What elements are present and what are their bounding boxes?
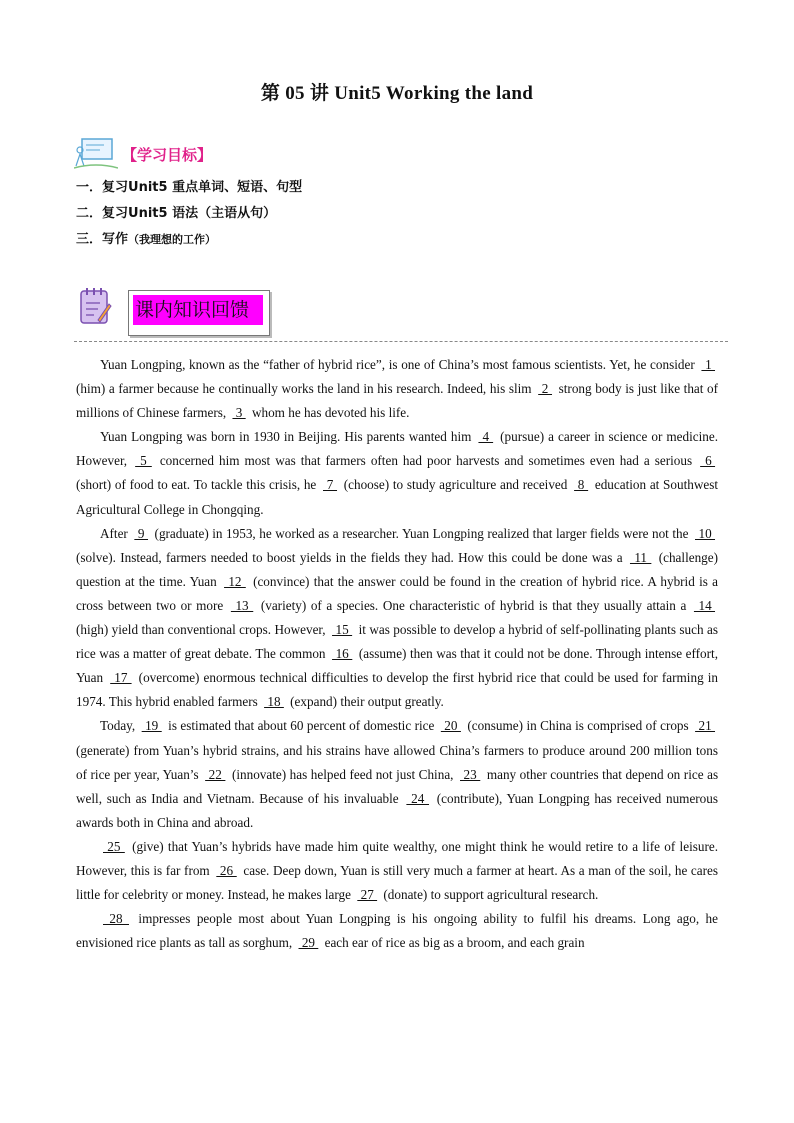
objectives-list bbox=[76, 178, 302, 256]
passage-text: (generate) from Yuan’s hybrid strains, and his strains have allowed China’s farmers to produce around 200 million tons of rice per year, Yuan’s bbox=[76, 742, 718, 782]
blank[interactable]: 16 bbox=[332, 646, 353, 662]
passage-text: strong body is just like that of millions of Chinese farmers, bbox=[76, 381, 719, 421]
blank[interactable]: 7 bbox=[323, 477, 338, 493]
blank[interactable]: 25 bbox=[103, 838, 125, 854]
passage-text: it was possible to develop a hybrid of self-pollinating plants such as rice was a matter of great debate. The common bbox=[76, 622, 719, 662]
blank[interactable]: 10 bbox=[695, 525, 716, 541]
paragraph bbox=[76, 714, 718, 834]
passage-text: (convince) that the answer could be found in the creation of hybrid rice. A hybrid is a cross between two or more bbox=[76, 573, 719, 613]
blank[interactable]: 17 bbox=[110, 670, 132, 686]
paragraph bbox=[76, 522, 718, 715]
blank[interactable]: 24 bbox=[406, 790, 430, 806]
passage-text: (overcome) enormous technical difficulties to develop the first hybrid rice that could be used for farming in 1974. This hybrid enabled farmers bbox=[76, 670, 719, 710]
objective-note: （我理想的工作） bbox=[128, 233, 217, 246]
blank[interactable]: 15 bbox=[332, 622, 353, 638]
objective-number: 二． bbox=[76, 206, 103, 221]
passage-text: (graduate) in 1953, he worked as a researcher. Yuan Longping realized that larger fields were not the bbox=[154, 525, 689, 541]
objective-item bbox=[76, 178, 302, 204]
paragraph bbox=[76, 353, 718, 425]
objective-text: 复习Unit5 重点单词、短语、句型 bbox=[102, 180, 303, 195]
blank[interactable]: 21 bbox=[695, 718, 716, 734]
passage-text: case. Deep down, Yuan is still very much a farmer at heart. As a man of the soil, he cares little for celebrity or money. Instead, he makes large bbox=[76, 862, 719, 903]
passage-text: education at Southwest Agricultural College in Chongqing. bbox=[76, 477, 719, 517]
objectives-label: 【学习目标】 bbox=[122, 146, 213, 164]
objective-number: 三． bbox=[76, 232, 103, 247]
divider bbox=[74, 341, 728, 342]
passage-text: (consume) in China is comprised of crops bbox=[467, 718, 689, 734]
blank[interactable]: 5 bbox=[135, 453, 152, 469]
passage-text: impresses people most about Yuan Longping is his ongoing ability to fulfil his dreams. Long ago, he envisioned rice plants as tall as sorghum, bbox=[76, 911, 719, 951]
passage-text: (give) that Yuan’s hybrids have made him quite wealthy, one might think he would retire to a life of leisure. However, this is far from bbox=[76, 838, 719, 878]
objective-text: 复习Unit5 语法（主语从句） bbox=[102, 206, 277, 221]
passage-text: (choose) to study agriculture and received bbox=[343, 477, 568, 493]
passage-text: (pursue) a career in science or medicine. However, bbox=[76, 429, 718, 469]
passage-text: After bbox=[100, 525, 128, 541]
passage-text: is estimated that about 60 percent of domestic rice bbox=[168, 718, 435, 734]
passage-text: (challenge) question at the time. Yuan bbox=[76, 549, 719, 589]
objective-number: 一． bbox=[76, 180, 103, 195]
blank[interactable]: 19 bbox=[141, 718, 162, 734]
blank[interactable]: 23 bbox=[460, 766, 481, 782]
passage-text: (innovate) has helped feed not just China, bbox=[231, 766, 454, 782]
blank[interactable]: 22 bbox=[205, 766, 226, 782]
passage-text: whom he has devoted his life. bbox=[251, 405, 410, 421]
blank[interactable]: 4 bbox=[478, 429, 494, 445]
blank[interactable]: 29 bbox=[298, 935, 319, 951]
passage-text: Today, bbox=[100, 718, 136, 734]
passage-text: (contribute), Yuan Longping has received numerous awards both in China and abroad. bbox=[76, 790, 719, 830]
passage-text: many other countries that depend on rice as well, such as India and Vietnam. Because of his invaluable bbox=[76, 766, 719, 806]
blank[interactable]: 12 bbox=[224, 573, 246, 589]
section-title: 课内知识回馈 bbox=[133, 295, 263, 325]
passage-text: Yuan Longping, known as the “father of hybrid rice”, is one of China’s most famous scientists. Yet, he consider bbox=[100, 357, 695, 372]
passage-text: (solve). Instead, farmers needed to boost yields in the fields they had. How this could be done was a bbox=[76, 549, 623, 565]
passage-text: (short) of food to eat. To tackle this crisis, he bbox=[76, 477, 317, 493]
cloze-passage bbox=[76, 353, 718, 955]
paragraph bbox=[76, 425, 718, 521]
blank[interactable]: 3 bbox=[232, 405, 246, 421]
page-title: 第 05 讲 Unit5 Working the land bbox=[260, 83, 534, 104]
passage-text: (variety) of a species. One characteristic of hybrid is that they usually attain a bbox=[260, 597, 687, 613]
paragraph bbox=[76, 835, 718, 907]
objective-item bbox=[76, 204, 302, 230]
blank[interactable]: 14 bbox=[693, 597, 716, 613]
presentation-board-icon bbox=[74, 136, 118, 170]
blank[interactable]: 9 bbox=[134, 525, 149, 541]
blank[interactable]: 18 bbox=[264, 694, 284, 710]
blank[interactable]: 1 bbox=[701, 357, 716, 372]
passage-text: Yuan Longping was born in 1930 in Beijing. His parents wanted him bbox=[100, 429, 472, 445]
blank[interactable]: 11 bbox=[629, 549, 652, 565]
section-title-box bbox=[128, 290, 270, 336]
blank[interactable]: 6 bbox=[700, 453, 716, 469]
paragraph bbox=[76, 907, 718, 955]
passage-text: (him) a farmer because he continually works the land in his research. Indeed, his slim bbox=[76, 381, 532, 397]
blank[interactable]: 26 bbox=[216, 862, 237, 878]
objective-text: 写作 bbox=[102, 232, 129, 247]
passage-text: (expand) their output greatly. bbox=[290, 694, 444, 710]
passage-text: (high) yield than conventional crops. However, bbox=[76, 622, 326, 638]
passage-text: concerned him most was that farmers often had poor harvests and sometimes even had a serious bbox=[159, 453, 693, 469]
notepad-pencil-icon bbox=[78, 286, 112, 326]
blank[interactable]: 13 bbox=[230, 597, 254, 613]
blank[interactable]: 8 bbox=[574, 477, 589, 493]
blank[interactable]: 28 bbox=[103, 911, 129, 927]
passage-text: each ear of rice as big as a broom, and each grain bbox=[324, 935, 585, 951]
objective-item bbox=[76, 230, 302, 256]
blank[interactable]: 20 bbox=[440, 718, 461, 734]
blank[interactable]: 2 bbox=[538, 381, 553, 397]
passage-text: (assume) then was that it could not be done. Through intense effort, Yuan bbox=[76, 646, 718, 686]
passage-text: (donate) to support agricultural research. bbox=[383, 887, 599, 903]
blank[interactable]: 27 bbox=[357, 887, 378, 903]
